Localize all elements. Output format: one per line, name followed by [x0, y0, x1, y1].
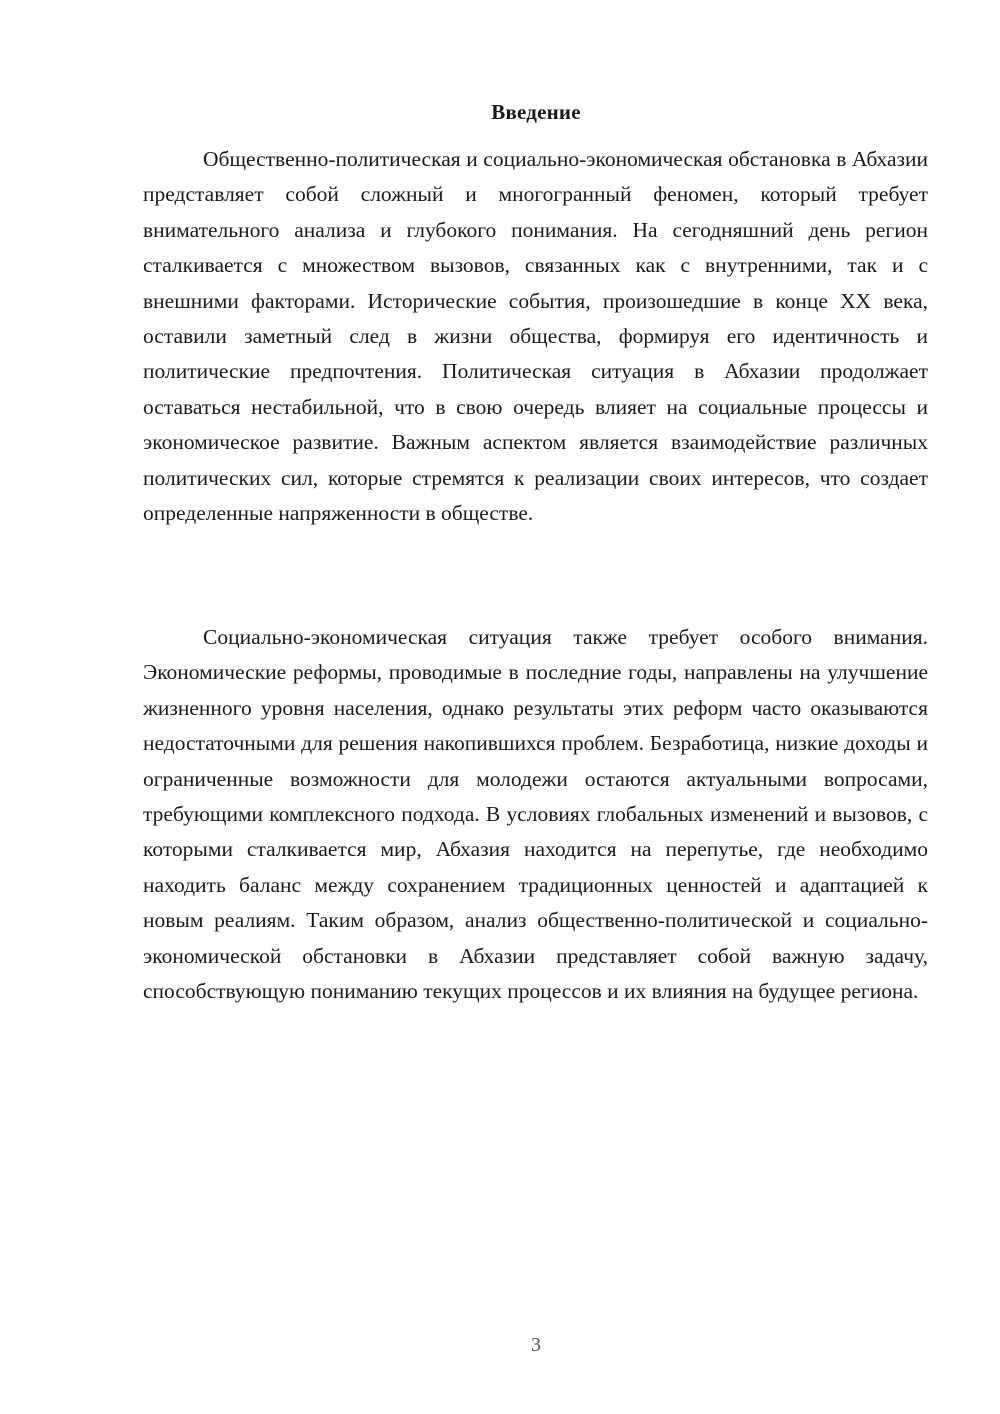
paragraph-1: Общественно-политическая и социально-экономическая обстановка в Абхазии представляет собой сложный и многогранный феномен, который требует внимательного анализа и глубокого понимания. На сегодняшний день регион сталкивается с множеством вызовов, связанных как с внутренними, так и с внешними факторами. Исторические события, произошедшие в конце XX века, оставили заметный след в жизни общества, формируя его идентичность и политические предпочтения. Политическая ситуация в Абхазии продолжает оставаться нестабильной, что в свою очередь влияет на социальные процессы и экономическое развитие. Важным аспектом является взаимодействие различных политических сил, которые стремятся к реализации своих интересов, что создает определенные напряженности в обществе.	[143, 147, 928, 526]
paragraph-block-2	[143, 620, 928, 1009]
paragraph-2: Социально-экономическая ситуация также требует особого внимания. Экономические реформы, проводимые в последние годы, направлены на улучшение жизненного уровня населения, однако результаты этих реформ часто оказываются недостаточными для решения накопившихся проблем. Безработица, низкие доходы и ограниченные возможности для молодежи остаются актуальными вопросами, требующими комплексного подхода. В условиях глобальных изменений и вызовов, с которыми сталкивается мир, Абхазия находится на перепутье, где необходимо находить баланс между сохранением традиционных ценностей и адаптацией к новым реалиям. Таким образом, анализ общественно-политической и социально-экономической обстановки в Абхазии представляет собой важную задачу, способствующую пониманию текущих процессов и их влияния на будущее региона.	[143, 625, 928, 1004]
page-number: 3	[531, 1334, 541, 1356]
paragraph-block-1	[143, 142, 928, 531]
section-title: Введение	[491, 100, 581, 124]
